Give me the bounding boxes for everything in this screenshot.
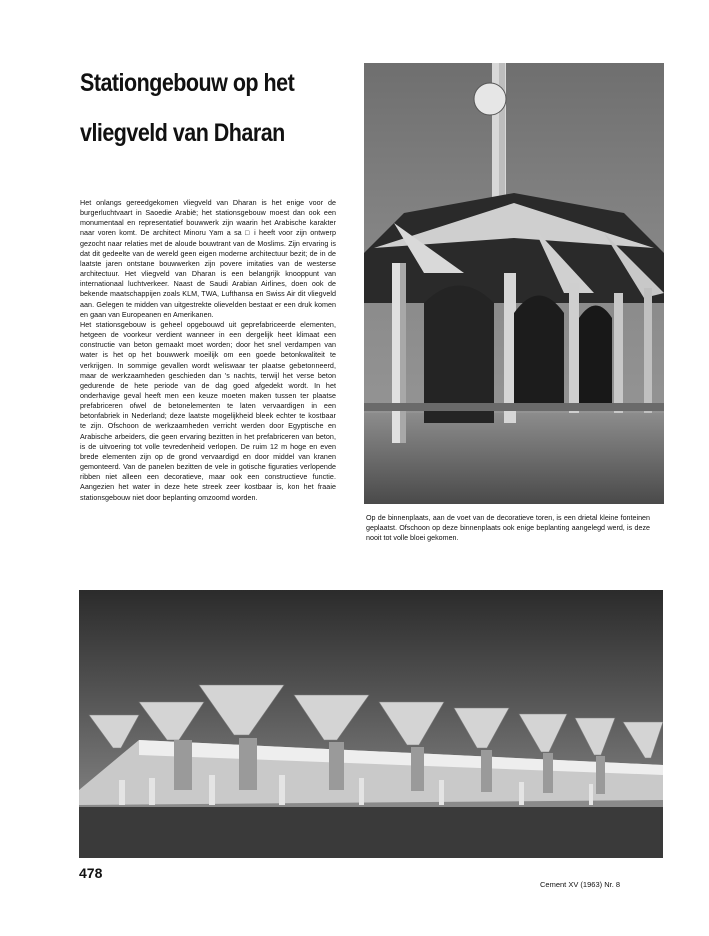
title-line-1: Stationgebouw op het xyxy=(80,69,295,97)
courtyard-photo xyxy=(364,63,664,504)
article-title xyxy=(80,58,312,158)
paragraph-2: Het stationsgebouw is geheel opgebouwd uit geprefabriceerde elementen, hetgeen de voorkeur verdient wanneer in een dergelijk heet klimaat een constructie van beton gemaakt moet worden; door het snel verdampen van water is het op het bouwwerk moeilijk om een goede betonkwaliteit te verkrijgen. In sommige gevallen wordt weliswaar ter plaatse gebetonneerd, maar de werkzaamheden geschieden dan 's nachts, terwijl het verse beton gedurende de hete periode van de dag goed afgedekt wordt. In het onderhavige geval heeft men een keuze moeten maken tussen ter plaatse prefabriceren ofwel de betonelementen te laten vervaardigen in een betonfabriek in Nederland; deze laatste mogelijkheid bleek echter te kostbaar te zijn. Ofschoon de werkzaamheden verricht werden door Egyptische en Arabische arbeiders, die geen ervaring bezitten in het prefabriceren van beton, is de uitvoering tot volle tevredenheid verlopen. De ruim 12 m hoge en even brede elementen zijn op de grond vervaardigd en door middel van kranen gemonteerd. Van de panelen bezitten de vele in gotische figuraties verlopende ribben niet alleen een decoratieve, maar ook een constructieve functie. Aangezien het water in deze hete streek zeer kostbaar is, kon het fraaie stationsgebouw niet door beplanting omzoomd worden. xyxy=(80,320,336,502)
article-body xyxy=(80,198,336,503)
terminal-exterior-graphic xyxy=(79,590,663,858)
title-line-2: vliegveld van Dharan xyxy=(80,119,285,147)
journal-citation: Cement XV (1963) Nr. 8 xyxy=(540,880,621,889)
paragraph-1: Het onlangs gereedgekomen vliegveld van Dharan is het enige voor de burgerluchtvaart in Saoedie Arabië; het stationsgebouw moest dan ook een monumentaal en representatief bouwwerk zijn waarin het Arabische karakter naar voren komt. De architect Minoru Yam a sa □ i heeft voor zijn ontwerp gezocht naar relaties met de aloude bouwtrant van de Moslims. Zijn ervaring is dat dit gedeelte van de wereld geen eigen moderne architectuur bezit; de in de laatste jaren ontstane bouwwerken zijn povere imitaties van de westerse architectuur. Het vliegveld van Dharan is een belangrijk knooppunt van internationaal luchtverkeer. Naast de Saudi Arabian Airlines, doen ook de bekende maatschappijen zoals KLM, TWA, Lufthansa en Swiss Air dit vliegveld aan. Gelegen te midden van uitgestrekte olievelden bestaat er een druk komen en gaan van Europeanen en Amerikanen. xyxy=(80,199,336,319)
terminal-exterior-photo xyxy=(79,590,663,858)
page-number: 478 xyxy=(79,865,103,881)
photo-caption: Op de binnenplaats, aan de voet van de decoratieve toren, is een drietal kleine fonteinen geplaatst. Ofschoon op deze binnenplaats ook enige beplanting aangelegd werd, is deze nooit tot volle bloei gekomen. xyxy=(366,514,650,543)
courtyard-photo-graphic xyxy=(364,63,664,504)
